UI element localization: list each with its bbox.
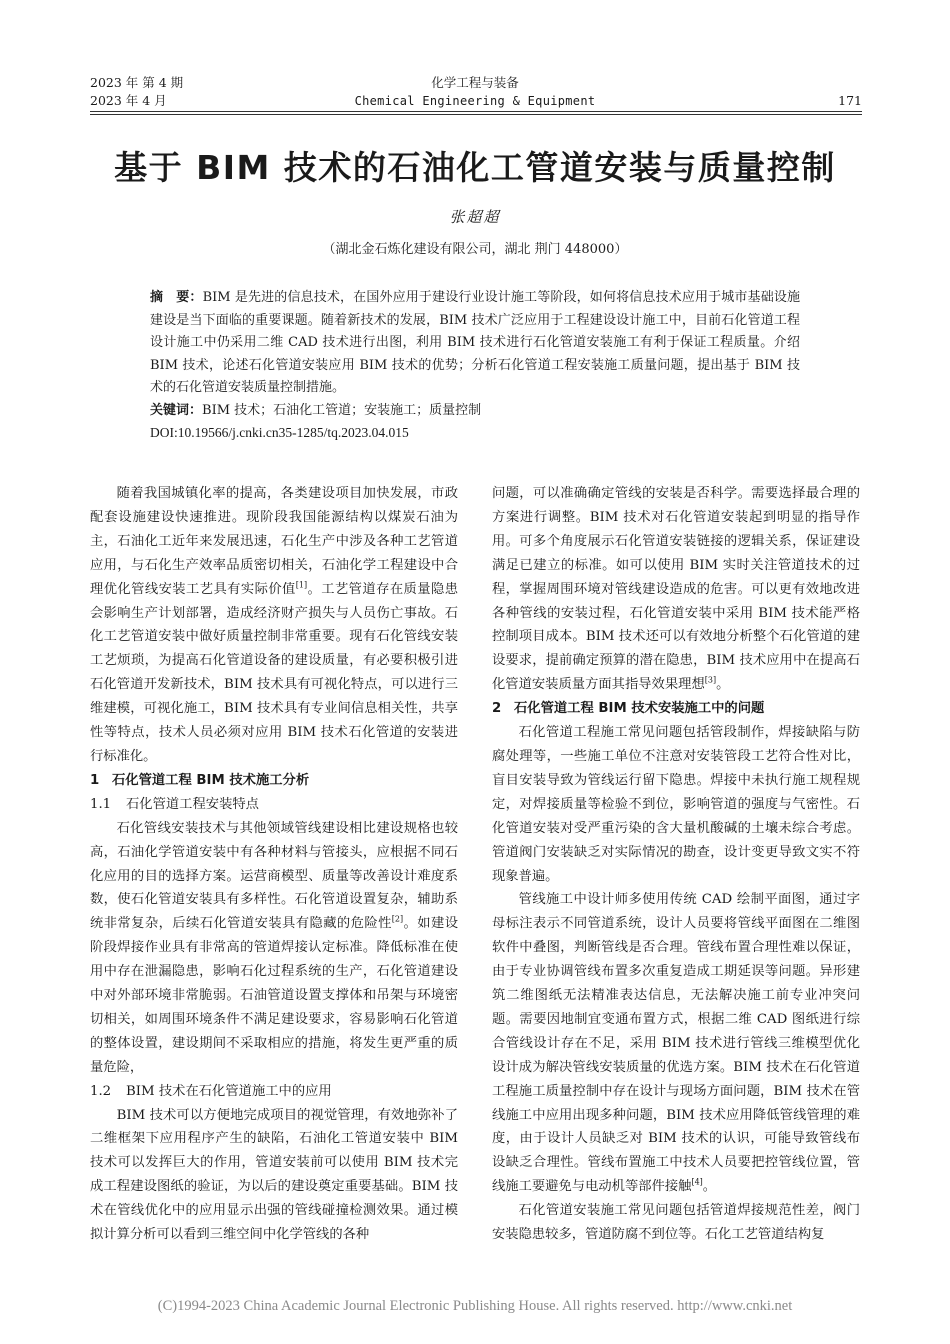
citation-4[interactable]: [4] bbox=[691, 1177, 703, 1187]
doi: DOI:10.19566/j.cnki.cn35-1285/tq.2023.04.015 bbox=[150, 425, 409, 440]
date-label: 2023 年 4 月 bbox=[90, 93, 167, 108]
article-title: 基于 BIM 技术的石油化工管道安装与质量控制 bbox=[114, 148, 836, 187]
header-rule bbox=[90, 111, 862, 112]
citation-2[interactable]: [2] bbox=[391, 914, 404, 924]
journal-name-en: Chemical Engineering & Equipment bbox=[354, 94, 596, 108]
section-1-2-paragraph: BIM 技术可以方便地完成项目的视觉管理，有效地弥补了二维框架下应用程序产生的缺陷，石油化工管道安装中 BIM 技术可以发挥巨大的作用，管道安装前可以使用 BIM 技术完成工程建设图纸的验证，为以后的建设奠定重要基础。BIM 技术在管线优化中的应用显示出强的管线碰撞检测效果。通过模拟计算分析可以看到三维空间中化学管线的各种 bbox=[90, 1107, 458, 1243]
abstract-text: BIM 是先进的信息技术，在国外应用于建设行业设计施工等阶段，如何将信息技术应用于城市基础设施建设是当下面临的重要课题。随着新技术的发展，BIM 技术广泛应用于工程建设设计施工中，目前石化管道工程设计施工中仍采用二维 CAD 技术进行出图，利用 BIM 技术进行石化管道安装施工有利于保证工程质量。介绍 BIM 技术，论述石化管道安装应用 BIM 技术的优势；分析石化管道工程安装施工质量问题，提出基于 BIM 技术的石化管道安装质量控制措施。 bbox=[150, 290, 800, 395]
section-1-2-heading: 1.2 BIM 技术在石化管道施工中的应用 bbox=[90, 1083, 332, 1099]
section-1-1-paragraph: 石化管线安装技术与其他领域管线建设相比建设规格也较高，石油化学管道安装中有各种材料与管接头，应根据不同石化应用的目的选择方案。运营商模型、质量等改善设计难度系数，使石化管道安装具有多样性。石化管道设置复杂，辅助系统非常复杂，后续石化管道安装具有隐藏的危险性[2]。如建设阶段焊接作业具有非常高的管道焊接认定标准。降低标准在使用中存在泄漏隐患，影响石化过程系统的生产，石化管道建设中对外部环境非常脆弱。石油管道设置支撑体和吊架与环境密切相关，如周围环境条件不满足建设要求，容易影响石化管道的整体设置，建设期间不采取相应的措施，将发生更严重的质量危险， bbox=[90, 820, 459, 1075]
author-name: 张超超 bbox=[449, 208, 501, 226]
journal-name-cn: 化学工程与装备 bbox=[431, 75, 519, 90]
page-number: 171 bbox=[838, 93, 862, 108]
section-2-paragraph-2: 管线施工中设计师多使用传统 CAD 绘制平面图，通过字母标注表示不同管道系统，设计人员要将管线平面图在二维图软件中叠图，判断管线是否合理。管线布置合理性难以保证，由于专业协调管线布置多次重复造成工期延误等问题。异形建筑二维图纸无法精准表达信息，无法解决施工前专业冲突问题。需要因地制宜变通布置方式，根据二维 CAD 图纸进行综合管线设计存在不足，采用 BIM 技术进行管线三维模型优化设计成为解决管线安装质量的优选方案。BIM 技术在石化管道工程施工质量控制中存在设计与现场方面问题，BIM 技术在管线施工中应用出现多种问题，BIM 技术应用降低管线管理的难度，由于设计人员缺乏对 BIM 技术的认识，可能导致管线布设缺乏合理性。管线布置施工中技术人员要把控管线位置，管线施工要避免与电动机等部件接触[4]。 bbox=[492, 892, 860, 1195]
section-1-heading: 1 石化管道工程 BIM 技术施工分析 bbox=[90, 772, 310, 788]
abstract-block bbox=[150, 287, 800, 445]
keywords bbox=[150, 400, 800, 423]
section-2-heading: 2 石化管道工程 BIM 技术安装施工中的问题 bbox=[492, 701, 765, 717]
issue-label: 2023 年 第 4 期 bbox=[90, 75, 184, 90]
keywords-text: BIM 技术；石油化工管道；安装施工；质量控制 bbox=[202, 402, 482, 418]
section-1-2-paragraph-cont: 问题，可以准确确定管线的安装是否科学。需要选择最合理的方案进行调整。BIM 技术对石化管道安装起到明显的指导作用。可多个角度展示石化管道安装链接的逻辑关系，保证建设满足已建立的标准。如可以使用 BIM 实时关注管道技术的过程，掌握周围环境对管线建设造成的危害。可以更有效地改进各种管线的安装过程，石化管道安装中采用 BIM 技术能严格控制项目成本。BIM 技术还可以有效地分析整个石化管道的建设要求，提前确定预算的潜在隐患，BIM 技术应用中在提高石化管道安装质量方面其指导效果理想[3]。 bbox=[492, 486, 860, 693]
section-2-paragraph-1: 石化管道工程施工常见问题包括管段制作，焊接缺陷与防腐处理等，一些施工单位不注意对安装管段工艺符合性对比，盲目安装导致为管线运行留下隐患。焊接中未执行施工规程规定，对焊接质量等检验不到位，影响管道的强度与气密性。石化管道安装对受严重污染的含大量机酸碱的土壤未综合考虑。管道阀门安装缺乏对实际情况的勘查，设计变更导致文实不符现象普遍。 bbox=[492, 725, 860, 884]
abstract bbox=[150, 287, 800, 400]
intro-paragraph: 随着我国城镇化率的提高，各类建设项目加快发展，市政配套设施建设快速推进。现阶段我国能源结构以煤炭石油为主，石油化工近年来发展迅速，石化生产中涉及各种工艺管道应用，与石化生产效率品质密切相关，石油化学工程建设中合理优化管线安装工艺具有实际价值[1]。工艺管道存在质量隐患会影响生产计划部署，造成经济财产损失与人员伤亡事故。石化工艺管道安装中做好质量控制非常重要。现有石化管线安装工艺烦琐，为提高石化管道设备的建设质量，有必要积极引进石化管道开发新技术，BIM 技术具有可视化特点，可以进行三维建模，可视化施工，BIM 技术具有专业间信息相关性，共享性等特点，技术人员必须对应用 BIM 技术石化管道的安装进行标准化。 bbox=[90, 486, 459, 764]
header-rule-double bbox=[90, 114, 862, 115]
citation-1[interactable]: [1] bbox=[295, 580, 308, 590]
keywords-label: 关键词： bbox=[150, 402, 203, 418]
author-affiliation: （湖北金石炼化建设有限公司，湖北 荆门 448000） bbox=[322, 242, 628, 257]
section-2-paragraph-3: 石化管道安装施工常见问题包括管道焊接规范性差，阀门安装隐患较多，管道防腐不到位等。石化工艺管道结构复 bbox=[492, 1203, 860, 1243]
section-1-1-heading: 1.1 石化管道工程安装特点 bbox=[90, 796, 259, 812]
abstract-label: 摘 要： bbox=[150, 290, 203, 305]
body-column-right bbox=[492, 482, 860, 1247]
body-column-left bbox=[90, 482, 458, 1247]
copyright-footer: (C)1994-2023 China Academic Journal Electronic Publishing House. All rights reserved. http://www.cnki.net bbox=[157, 1298, 793, 1314]
citation-3[interactable]: [3] bbox=[704, 675, 717, 685]
